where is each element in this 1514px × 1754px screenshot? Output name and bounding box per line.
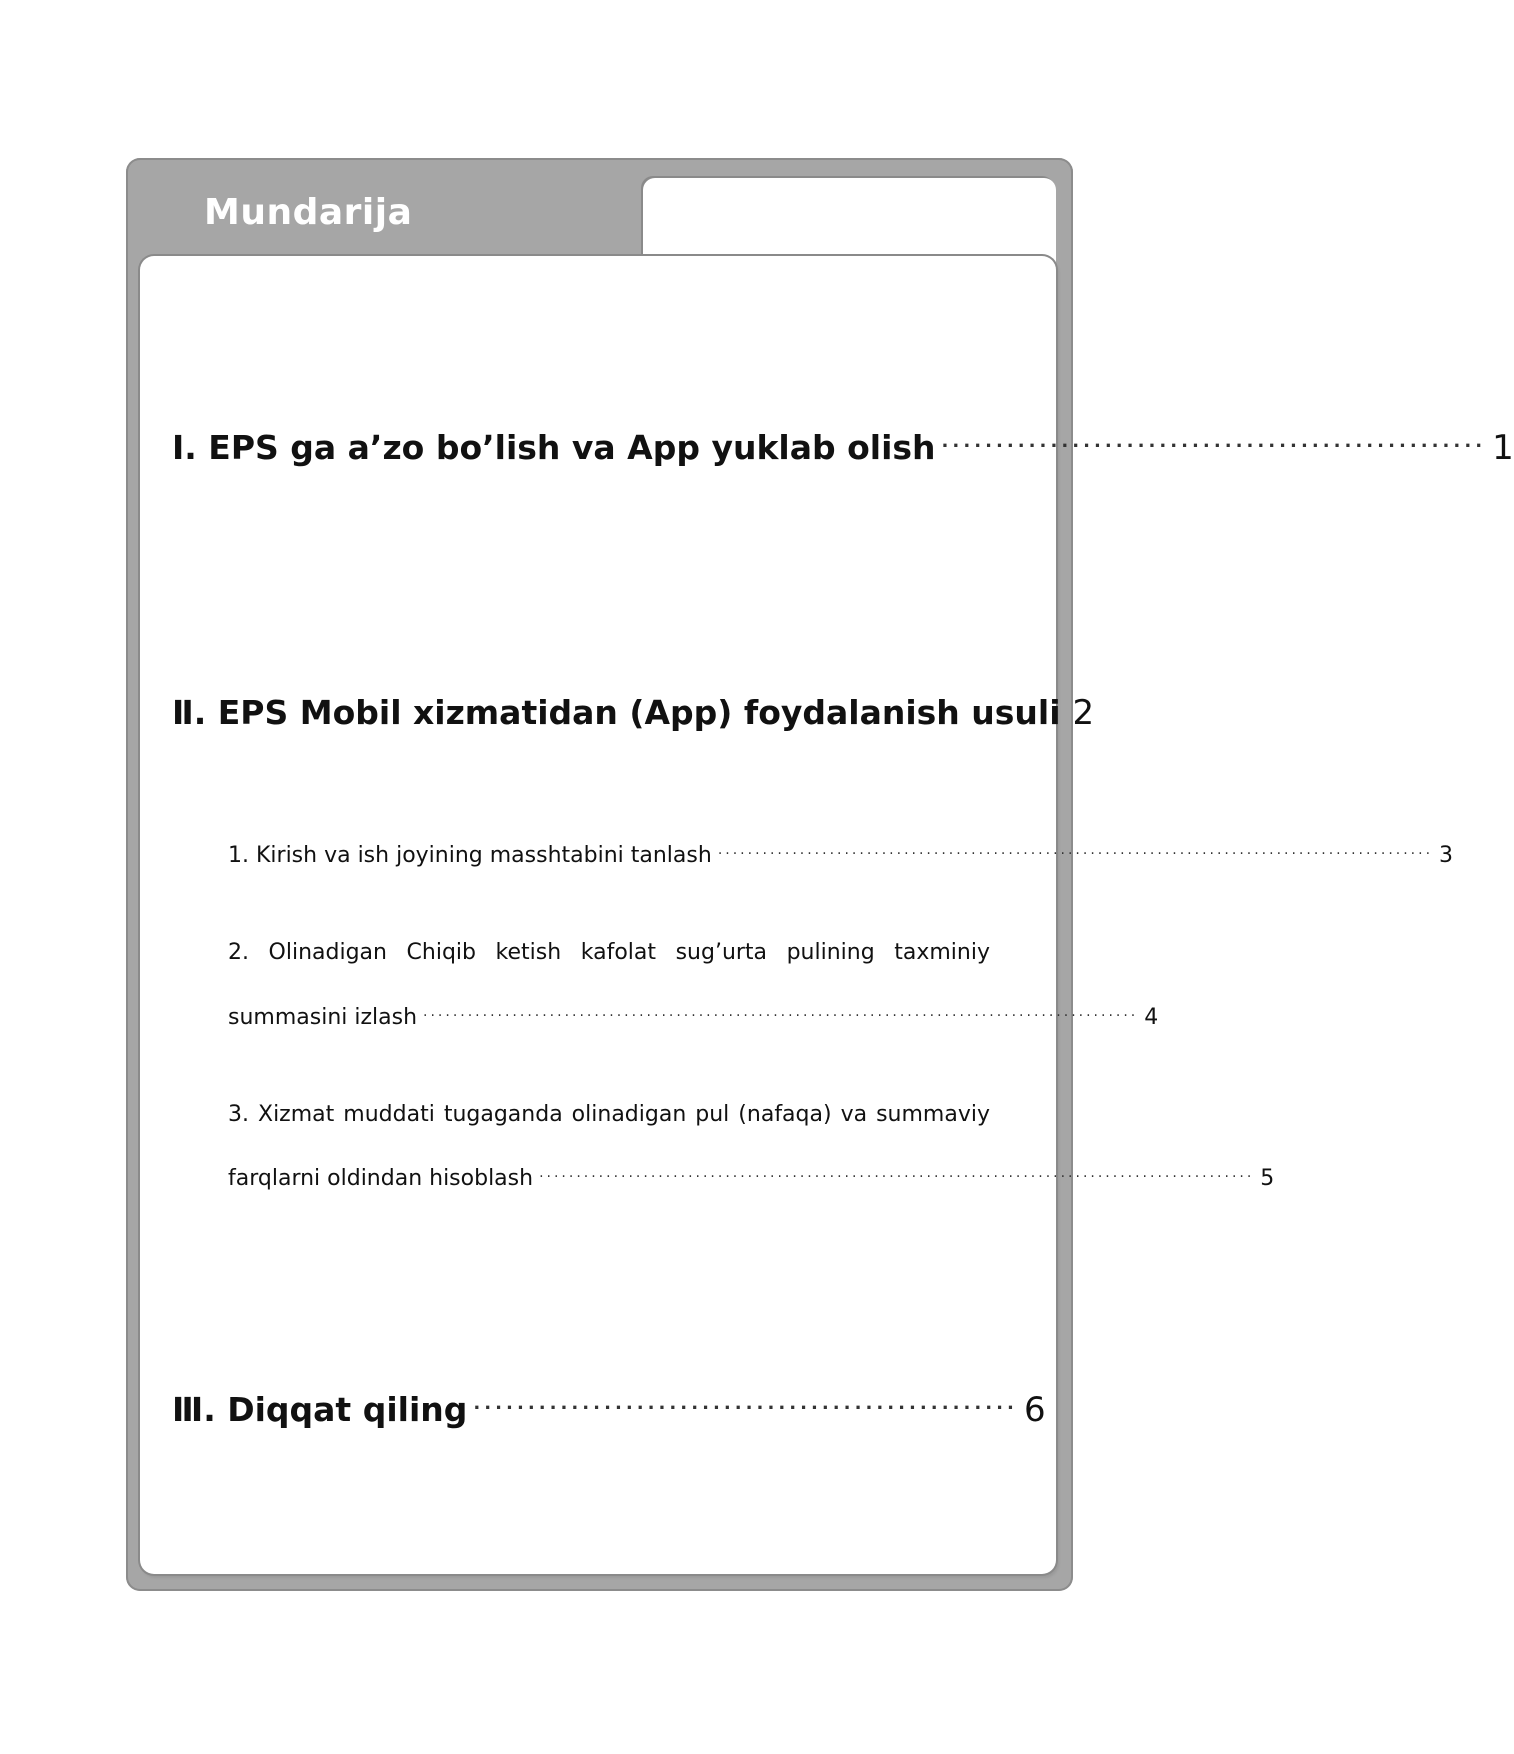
toc-entry-label: Ⅱ. EPS Mobil xizmatidan (App) foydalanish usuli <box>172 693 1061 732</box>
page-title: Mundarija <box>204 192 413 233</box>
toc-page-number: 1 <box>1492 428 1514 468</box>
toc-entry-section-2[interactable] <box>172 693 1095 733</box>
toc-entry-label: 1. Kirish va ish joyining masshtabini tanlash <box>228 843 712 868</box>
leader-dots: ································································································ <box>539 1169 1255 1185</box>
toc-entry-subsection-2[interactable] <box>228 1005 1159 1030</box>
toc-entry-subsection-1[interactable] <box>228 843 1454 868</box>
toc-entry-subsection-3[interactable] <box>228 1166 1275 1191</box>
toc-page-number: 5 <box>1260 1166 1275 1191</box>
toc-entry-label: Ⅲ. Diqqat qiling <box>172 1390 468 1429</box>
toc-entry-section-3[interactable] <box>172 1390 1046 1430</box>
toc-entry-subsection-3-line-1[interactable]: 3. Xizmat muddati tugaganda olinadigan pul (nafaqa) va summaviy <box>228 1102 990 1127</box>
leader-dots: ·················································· <box>473 1397 1018 1419</box>
toc-entry-label: summasini izlash <box>228 1005 418 1030</box>
leader-dots: ································································································ <box>423 1008 1139 1024</box>
toc-page-number: 6 <box>1023 1390 1046 1430</box>
toc-entry-subsection-2-line-1[interactable]: 2. Olinadigan Chiqib ketish kafolat sug’urta pulining taxminiy <box>228 940 990 965</box>
toc-entry-label: farqlarni oldindan hisoblash <box>228 1166 534 1191</box>
leader-dots: ································································································ <box>717 846 1434 862</box>
toc-page-number: 2 <box>1072 693 1095 733</box>
toc-page-number: 3 <box>1439 843 1454 868</box>
leader-dots: ·················································· <box>941 435 1487 457</box>
toc-page-number: 4 <box>1144 1005 1159 1030</box>
toc-entry-label: Ⅰ. EPS ga a’zo bo’lish va App yuklab olish <box>172 428 936 467</box>
toc-entry-section-1[interactable] <box>172 428 1514 468</box>
